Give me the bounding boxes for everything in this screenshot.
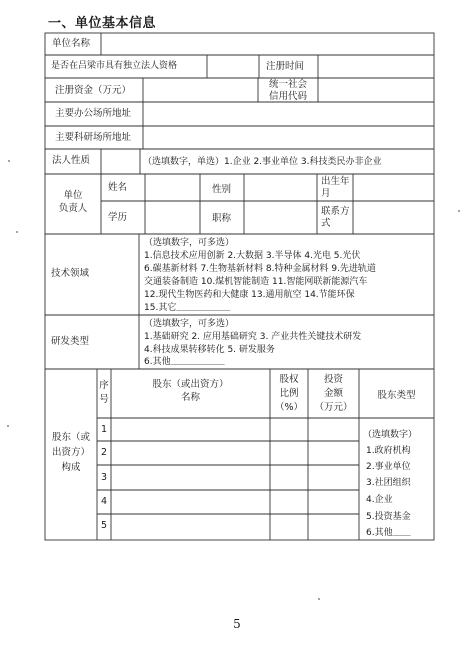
- sh-type-line: 5.投资基金: [366, 512, 411, 522]
- reg-time-field[interactable]: [318, 55, 434, 78]
- label-legal-nature: 法人性质: [52, 155, 91, 166]
- reg-capital-field[interactable]: [143, 78, 258, 102]
- row-number: 1: [101, 424, 108, 435]
- label-gender: 性别: [212, 184, 232, 195]
- tech-field-input[interactable]: [101, 234, 139, 315]
- label-credit-code-1: 统一社会: [268, 79, 307, 90]
- label-independent-legal: 是否在吕梁市具有独立法人资格: [51, 61, 178, 71]
- tech-field-line: 交通装备制造 10.煤机智能制造 11.智能网联新能源汽车: [144, 277, 368, 287]
- sh-type-line: 6.其他＿＿: [366, 528, 411, 538]
- rd-type-line: 4.科技成果转移转化 5. 研发服务: [144, 345, 275, 355]
- label-seq-2: 号: [99, 394, 109, 405]
- shareholder-name-input[interactable]: [111, 418, 270, 441]
- legal-nature-options: （选填数字，单选）1.企业 2.事业单位 3.科技类民办非企业: [143, 157, 382, 167]
- sh-type-line: 2.事业单位: [366, 462, 411, 472]
- head-birth-field[interactable]: [353, 174, 434, 201]
- rd-type-input[interactable]: [101, 315, 139, 369]
- label-head-2: 负责人: [58, 203, 88, 214]
- label-rd-address: 主要科研场所地址: [55, 132, 132, 143]
- label-shareholder-3: 构成: [61, 462, 81, 473]
- legal-nature-field[interactable]: [101, 149, 140, 174]
- credit-code-field[interactable]: [318, 78, 434, 102]
- label-amount-2: 金额: [323, 388, 343, 399]
- head-contact-field[interactable]: [353, 201, 434, 234]
- label-ratio-3: （%）: [274, 402, 304, 413]
- tech-field-line: 6.碳基新材料 7.生物基新材料 8.特种金属材料 9.先进轨道: [144, 264, 376, 274]
- label-position: 职称: [212, 213, 232, 224]
- sh-type-line: 3.社团组织: [366, 478, 411, 488]
- tech-field-line: （选填数字，可多选）: [144, 238, 235, 248]
- scan-speck: [458, 210, 460, 212]
- label-head-1: 单位: [63, 190, 83, 201]
- label-ratio-2: 比例: [279, 388, 299, 399]
- label-amount-3: （万元）: [314, 402, 353, 413]
- shareholder-name-input[interactable]: [111, 441, 270, 465]
- unit-name-field[interactable]: [101, 33, 434, 55]
- head-education-field[interactable]: [145, 201, 200, 234]
- label-unit-name: 单位名称: [52, 38, 91, 49]
- tech-field-line: 15.其它＿＿＿＿＿＿: [144, 303, 231, 313]
- head-position-field[interactable]: [244, 201, 317, 234]
- row-number: 4: [101, 496, 108, 507]
- label-reg-time: 注册时间: [266, 61, 305, 72]
- scan-speck: [8, 160, 10, 162]
- label-ratio-1: 股权: [279, 374, 299, 385]
- label-reg-capital: 注册资金（万元）: [55, 85, 132, 96]
- label-sh-name-2: 名称: [180, 392, 200, 403]
- sh-type-line: 4.企业: [366, 495, 393, 505]
- shareholder-name-input[interactable]: [111, 514, 270, 540]
- label-contact-2: 式: [321, 218, 331, 229]
- label-credit-code-2: 信用代码: [268, 91, 307, 102]
- sh-type-line: 1.政府机构: [366, 446, 411, 456]
- rd-type-line: 1.基础研究 2. 应用基础研究 3. 产业共性关键技术研发: [144, 332, 362, 342]
- scan-speck: [7, 425, 9, 427]
- scan-speck: [16, 231, 18, 233]
- rd-type-line: 6.其他＿＿＿＿＿＿: [144, 357, 225, 367]
- page-number: 5: [233, 617, 241, 631]
- office-address-field[interactable]: [143, 102, 434, 126]
- tech-field-line: 12.现代生物医药和大健康 13.通用航空 14.节能环保: [144, 290, 355, 300]
- row-number: 5: [101, 520, 108, 531]
- sh-type-line: （选填数字）: [363, 430, 418, 440]
- rd-address-field[interactable]: [143, 126, 434, 149]
- label-name: 姓名: [108, 182, 128, 193]
- independent-legal-field[interactable]: [207, 55, 259, 78]
- label-sh-name-1: 股东（或出资方）: [152, 379, 229, 390]
- label-birth-2: 月: [321, 188, 331, 199]
- label-education: 学历: [108, 212, 128, 223]
- scan-speck: [318, 598, 320, 600]
- tech-field-line: 1.信息技术应用创新 2.大数据 3.半导体 4.光电 5.光伏: [144, 251, 361, 261]
- label-birth-1: 出生年: [321, 176, 350, 187]
- label-contact-1: 联系方: [321, 206, 350, 217]
- label-rd-type: 研发类型: [51, 336, 90, 347]
- section-title: 一、单位基本信息: [48, 16, 157, 31]
- label-shareholder-2: 出资方）: [51, 447, 90, 458]
- label-shareholder-1: 股东（或: [51, 432, 90, 443]
- row-number: 3: [101, 472, 108, 483]
- rd-type-line: （选填数字，可多选）: [144, 319, 235, 329]
- head-name-field[interactable]: [145, 174, 200, 201]
- shareholder-name-input[interactable]: [111, 465, 270, 490]
- label-office-address: 主要办公场所地址: [55, 108, 132, 119]
- label-amount-1: 投资: [323, 374, 343, 385]
- row-number: 2: [101, 447, 108, 458]
- label-seq-1: 序: [99, 380, 109, 391]
- label-tech-field: 技术领域: [51, 268, 90, 279]
- head-gender-field[interactable]: [244, 174, 317, 201]
- shareholder-name-input[interactable]: [111, 490, 270, 514]
- label-sh-type: 股东类型: [377, 390, 416, 401]
